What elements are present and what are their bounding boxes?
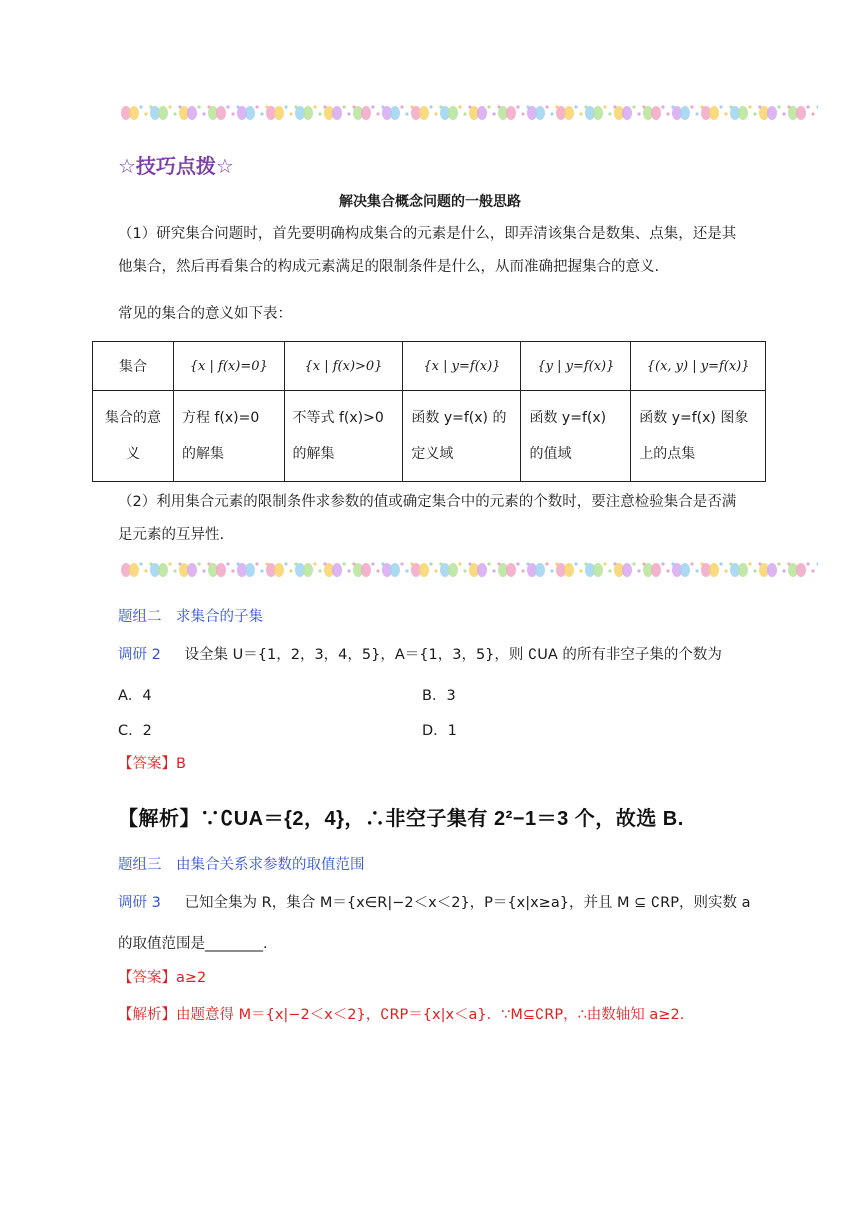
dot-decoration — [463, 569, 466, 572]
answer-label: 【答案】 — [118, 970, 176, 986]
table-row — [93, 391, 766, 482]
butterfly-icon — [643, 106, 661, 120]
option-b: B．3 — [422, 688, 456, 704]
butterfly-icon — [788, 563, 806, 577]
dot-decoration — [782, 112, 785, 115]
butterfly-icon — [353, 106, 371, 120]
table-cell: {(x, y) | y=f(x)} — [631, 342, 766, 391]
dot-decoration — [260, 112, 263, 115]
dot-decoration — [661, 105, 664, 108]
dot-decoration — [545, 105, 548, 108]
paragraph-1: （1）研究集合问题时，首先要明确构成集合的元素是什么，即弄清该集合是数集、点集，还是其他集合，然后再看集合的构成元素满足的限制条件是什么，从而准确把握集合的意义. — [118, 226, 737, 275]
dot-decoration — [719, 105, 722, 108]
butterfly-icon — [237, 563, 255, 577]
section-heading: ☆技巧点拨☆ — [118, 154, 234, 178]
butterfly-icon — [382, 563, 400, 577]
dot-decoration — [197, 105, 200, 108]
dot-decoration — [608, 569, 611, 572]
dot-decoration — [574, 105, 577, 108]
dot-decoration — [724, 112, 727, 115]
dot-decoration — [202, 569, 205, 572]
butterfly-icon — [440, 106, 458, 120]
butterfly-icon — [788, 106, 806, 120]
decorative-border-bottom — [118, 556, 818, 584]
dot-decoration — [777, 105, 780, 108]
dot-decoration — [608, 112, 611, 115]
group3-question-line2: 的取值范围是________. — [118, 936, 268, 952]
explain-text: 由题意得 M＝{x|−2＜x＜2}，∁RP＝{x|x＜a}．∵M⊆∁RP，∴由数轴知 a≥2. — [176, 1007, 685, 1023]
dot-decoration — [342, 105, 345, 108]
dot-decoration — [632, 105, 635, 108]
dot-decoration — [284, 562, 287, 565]
dot-decoration — [724, 569, 727, 572]
butterfly-icon — [295, 563, 313, 577]
butterfly-icon — [701, 563, 719, 577]
dot-decoration — [284, 105, 287, 108]
butterfly-icon — [672, 106, 690, 120]
butterfly-icon — [440, 563, 458, 577]
dot-decoration — [782, 569, 785, 572]
butterfly-icon — [527, 563, 545, 577]
dot-decoration — [521, 112, 524, 115]
table-cell: 不等式 f(x)>0 的解集 — [284, 391, 403, 482]
dot-decoration — [255, 562, 258, 565]
dot-decoration — [289, 112, 292, 115]
dot-decoration — [405, 112, 408, 115]
butterfly-icon — [701, 106, 719, 120]
butterfly-icon — [759, 563, 777, 577]
dot-decoration — [550, 112, 553, 115]
dot-decoration — [434, 112, 437, 115]
dot-decoration — [139, 562, 142, 565]
answer-value: B — [176, 756, 186, 772]
butterfly-icon — [672, 563, 690, 577]
dot-decoration — [719, 562, 722, 565]
dot-decoration — [777, 562, 780, 565]
dot-decoration — [816, 105, 818, 108]
butterfly-icon — [759, 106, 777, 120]
dot-decoration — [748, 105, 751, 108]
dot-decoration — [579, 569, 582, 572]
table-cell: 集合的意义 — [93, 391, 174, 482]
butterfly-icon — [237, 106, 255, 120]
dot-decoration — [516, 105, 519, 108]
dot-decoration — [197, 562, 200, 565]
dot-decoration — [400, 105, 403, 108]
dot-decoration — [690, 105, 693, 108]
table-cell: {x | f(x)>0} — [284, 342, 403, 391]
table-cell: 函数 y=f(x) 的值域 — [521, 391, 631, 482]
dot-decoration — [550, 569, 553, 572]
dot-decoration — [429, 105, 432, 108]
butterfly-icon — [469, 106, 487, 120]
table-cell: 集合 — [93, 342, 174, 391]
group2-question: 设全集 U＝{1，2，3，4，5}，A＝{1，3，5}，则 ∁UA 的所有非空子集的个数为 — [184, 647, 722, 663]
dot-decoration — [487, 562, 490, 565]
dot-decoration — [637, 569, 640, 572]
butterfly-icon — [208, 563, 226, 577]
butterfly-icon — [266, 106, 284, 120]
butterfly-icon — [382, 106, 400, 120]
butterfly-icon — [266, 563, 284, 577]
dot-decoration — [202, 112, 205, 115]
decorative-border-top — [118, 99, 818, 127]
dot-decoration — [313, 105, 316, 108]
group3-question-line1 — [118, 891, 750, 912]
butterfly-icon — [353, 563, 371, 577]
butterfly-icon — [411, 106, 429, 120]
dot-decoration — [458, 105, 461, 108]
dot-decoration — [371, 562, 374, 565]
dot-decoration — [376, 569, 379, 572]
dot-decoration — [371, 105, 374, 108]
butterfly-icon — [643, 563, 661, 577]
dot-decoration — [603, 562, 606, 565]
dot-decoration — [376, 112, 379, 115]
dot-decoration — [690, 562, 693, 565]
dot-decoration — [487, 105, 490, 108]
dot-decoration — [806, 105, 809, 108]
dot-decoration — [173, 569, 176, 572]
dot-decoration — [811, 569, 814, 572]
dot-decoration — [579, 112, 582, 115]
butterfly-icon — [614, 563, 632, 577]
table-header-row — [93, 342, 766, 391]
group2-explanation: 【解析】∵∁UA＝{2，4}，∴非空子集有 2²−1＝3 个，故选 B. — [118, 808, 684, 830]
butterfly-icon — [179, 563, 197, 577]
dot-decoration — [666, 569, 669, 572]
dot-decoration — [637, 112, 640, 115]
group3-question: 已知全集为 R，集合 M＝{x∈R|−2＜x＜2}，P＝{x|x≥a}，并且 M ⊆ ∁RP，则实数 a — [184, 895, 751, 911]
butterfly-icon — [585, 106, 603, 120]
butterfly-icon — [324, 563, 342, 577]
dot-decoration — [806, 562, 809, 565]
dot-decoration — [574, 562, 577, 565]
group3-label: 调研 3 — [118, 895, 161, 911]
table-cell: {x | y=f(x)} — [403, 342, 521, 391]
dot-decoration — [661, 562, 664, 565]
butterfly-icon — [556, 106, 574, 120]
dot-decoration — [226, 562, 229, 565]
butterfly-icon — [527, 106, 545, 120]
dot-decoration — [458, 562, 461, 565]
butterfly-icon — [208, 106, 226, 120]
group3-explanation — [118, 1003, 684, 1024]
paragraph-2: （2）利用集合元素的限制条件求参数的值或确定集合中的元素的个数时，要注意检验集合是否满足元素的互异性. — [118, 494, 737, 543]
butterfly-icon — [179, 106, 197, 120]
group2-label: 调研 2 — [118, 647, 161, 663]
dot-decoration — [255, 105, 258, 108]
butterfly-icon — [585, 563, 603, 577]
dot-decoration — [492, 569, 495, 572]
butterfly-icon — [411, 563, 429, 577]
dot-decoration — [695, 112, 698, 115]
butterfly-icon — [469, 563, 487, 577]
butterfly-icon — [121, 563, 139, 577]
dot-decoration — [695, 569, 698, 572]
butterfly-icon — [150, 563, 168, 577]
group2-title: 题组二 求集合的子集 — [118, 609, 263, 625]
dot-decoration — [226, 105, 229, 108]
butterfly-icon — [730, 563, 748, 577]
butterfly-icon — [730, 106, 748, 120]
group2-question-line — [118, 643, 722, 664]
dot-decoration — [139, 105, 142, 108]
dot-decoration — [144, 569, 147, 572]
group2-answer — [118, 752, 186, 773]
butterfly-icon — [324, 106, 342, 120]
dot-decoration — [632, 562, 635, 565]
answer-label: 【答案】 — [118, 756, 176, 772]
table-cell: 方程 f(x)=0 的解集 — [174, 391, 285, 482]
dot-decoration — [434, 569, 437, 572]
dot-decoration — [603, 105, 606, 108]
butterfly-icon — [150, 106, 168, 120]
explain-label: 【解析】 — [118, 1007, 176, 1023]
butterfly-icon — [498, 106, 516, 120]
table-cell: {y | y=f(x)} — [521, 342, 631, 391]
dot-decoration — [516, 562, 519, 565]
dot-decoration — [342, 562, 345, 565]
dot-decoration — [753, 569, 756, 572]
butterfly-icon — [614, 106, 632, 120]
group3-answer — [118, 966, 206, 987]
dot-decoration — [289, 569, 292, 572]
dot-decoration — [405, 569, 408, 572]
dot-decoration — [318, 569, 321, 572]
dot-decoration — [816, 562, 818, 565]
dot-decoration — [748, 562, 751, 565]
dot-decoration — [463, 112, 466, 115]
dot-decoration — [347, 569, 350, 572]
butterfly-icon — [556, 563, 574, 577]
dot-decoration — [347, 112, 350, 115]
group3-title: 题组三 由集合关系求参数的取值范围 — [118, 857, 365, 873]
dot-decoration — [811, 112, 814, 115]
dot-decoration — [168, 105, 171, 108]
table-cell: 函数 y=f(x) 的定义域 — [403, 391, 521, 482]
butterfly-icon — [121, 106, 139, 120]
option-c: C．2 — [118, 723, 152, 739]
set-meaning-table — [92, 341, 766, 482]
dot-decoration — [666, 112, 669, 115]
dot-decoration — [231, 112, 234, 115]
dot-decoration — [168, 562, 171, 565]
butterfly-icon — [498, 563, 516, 577]
dot-decoration — [521, 569, 524, 572]
section-subtitle: 解决集合概念问题的一般思路 — [339, 194, 521, 210]
dot-decoration — [318, 112, 321, 115]
table-cell: {x | f(x)=0} — [174, 342, 285, 391]
dot-decoration — [753, 112, 756, 115]
dot-decoration — [231, 569, 234, 572]
option-a: A．4 — [118, 688, 152, 704]
option-d: D．1 — [422, 723, 457, 739]
dot-decoration — [173, 112, 176, 115]
dot-decoration — [545, 562, 548, 565]
butterfly-icon — [295, 106, 313, 120]
dot-decoration — [400, 562, 403, 565]
dot-decoration — [260, 569, 263, 572]
answer-value: a≥2 — [176, 970, 207, 986]
paragraph-common: 常见的集合的意义如下表： — [118, 306, 292, 322]
table-cell: 函数 y=f(x) 图象上的点集 — [631, 391, 766, 482]
dot-decoration — [313, 562, 316, 565]
dot-decoration — [144, 112, 147, 115]
dot-decoration — [492, 112, 495, 115]
dot-decoration — [429, 562, 432, 565]
